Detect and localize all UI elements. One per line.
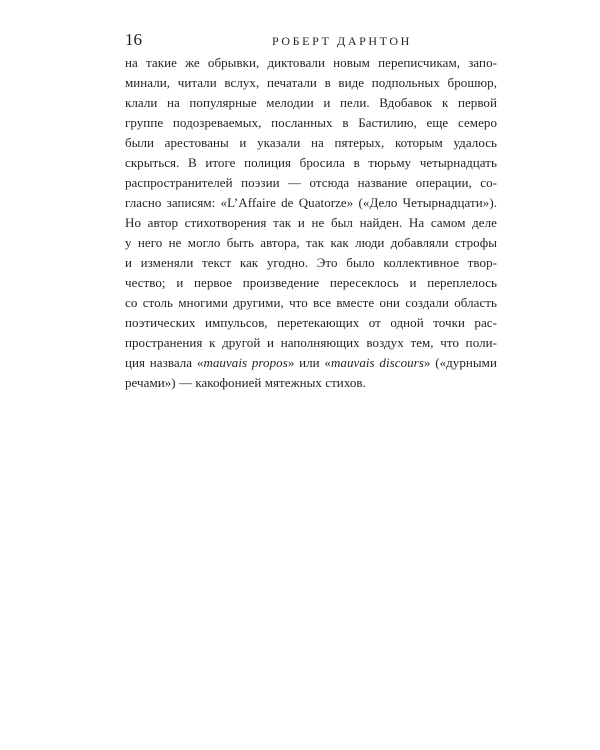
text-run: у него не могло быть автора, так как люди добавляли строфы (125, 235, 497, 250)
text-line (125, 333, 497, 353)
text-line (125, 93, 497, 113)
text-run: » («дурными (423, 355, 497, 370)
text-run: речами») — какофонией мятежных стихов. (125, 375, 366, 390)
text-line (125, 293, 497, 313)
italic-phrase: mauvais discours (330, 355, 424, 370)
text-line (125, 193, 497, 213)
text-run: чество; и первое произведение пересеклось и переплелось (125, 275, 497, 290)
text-line (125, 373, 497, 393)
running-head-author: РОБЕРТ ДАРНТОН (272, 34, 412, 48)
text-line (125, 133, 497, 153)
text-run: со столь многими другими, что все вместе они создали область (125, 295, 497, 310)
text-run: были арестованы и указали на пятерых, которым удалось (125, 135, 497, 150)
body-paragraph (125, 53, 497, 393)
text-line (125, 213, 497, 233)
text-run: пространения к другой и наполняющих воздух тем, что поли- (125, 335, 497, 350)
text-run: группе подозреваемых, посланных в Бастилию, еще семеро (125, 115, 497, 130)
text-run: минали, читали вслух, печатали в виде подпольных брошюр, (125, 75, 497, 90)
text-run: клали на популярные мелодии и пели. Вдобавок к первой (125, 95, 497, 110)
text-line (125, 73, 497, 93)
text-run: поэтических импульсов, перетекающих от одной точки рас- (125, 315, 497, 330)
text-line (125, 53, 497, 73)
text-line (125, 233, 497, 253)
text-run: ция назвала « (125, 355, 204, 370)
text-run: » или « (287, 355, 331, 370)
page-number: 16 (125, 30, 142, 49)
text-line (125, 353, 497, 373)
text-run: скрыться. В итоге полиция бросила в тюрьму четырнадцать (125, 155, 497, 170)
text-run: и изменяли текст как угодно. Это было коллективное твор- (125, 255, 497, 270)
text-line (125, 273, 497, 293)
text-line (125, 253, 497, 273)
text-run: Но автор стихотворения так и не был найден. На самом деле (125, 215, 497, 230)
text-run: гласно записям: «L’Affaire de Quatorze» («Дело Четырнадцати»). (125, 195, 497, 210)
text-line (125, 153, 497, 173)
text-line (125, 113, 497, 133)
text-line (125, 313, 497, 333)
text-run: распространителей поэзии — отсюда название операции, со- (125, 175, 497, 190)
italic-phrase: mauvais propos (203, 355, 288, 370)
text-run: на такие же обрывки, диктовали новым переписчикам, запо- (125, 55, 497, 70)
text-line (125, 173, 497, 193)
